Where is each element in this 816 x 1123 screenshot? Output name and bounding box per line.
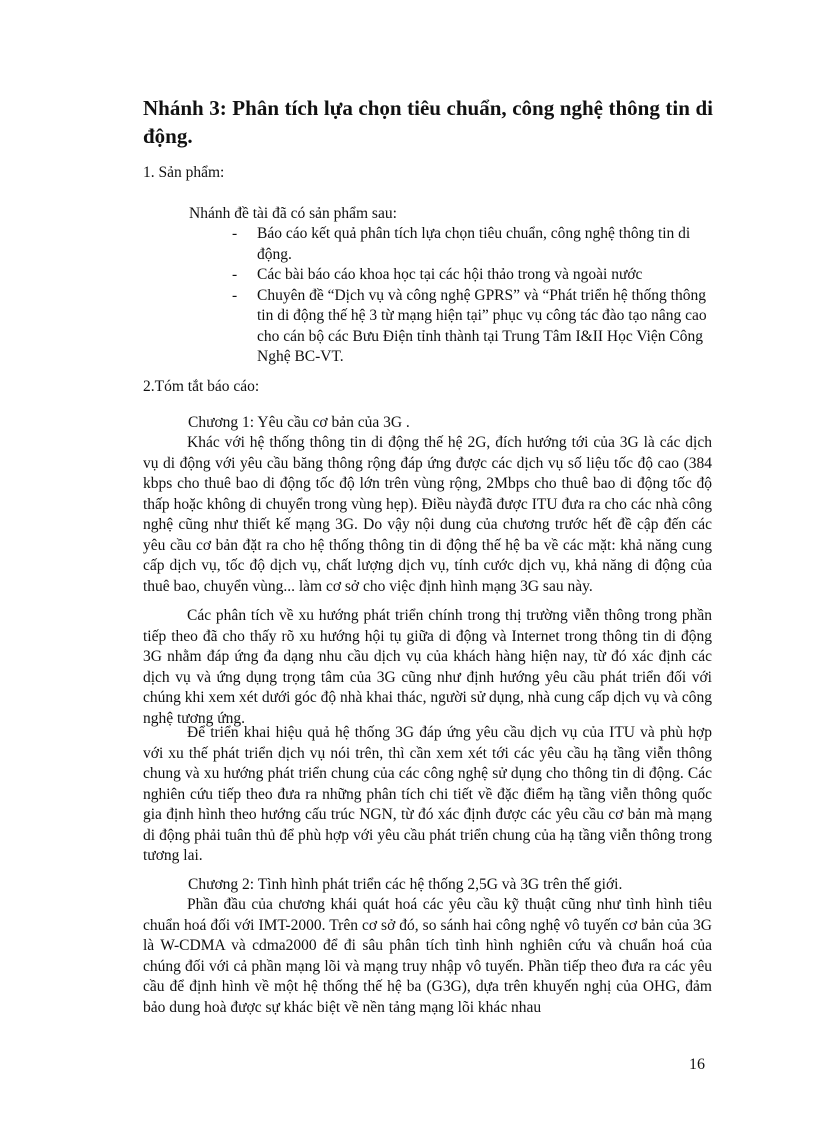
list-item-text: Báo cáo kết quả phân tích lựa chọn tiêu chuẩn, công nghệ thông tin di động. xyxy=(257,225,691,263)
chapter-2-paragraph: Phần đầu của chương khái quát hoá các yêu cầu kỹ thuật cũng như tình hình tiêu chuẩn hoá đối với IMT-2000. Trên cơ sở đó, so sánh hai công nghệ vô tuyến cơ bản của 3G là W-CDMA và cdma2000 để đi sâu phân tích tình hình nghiên cứu và chuẩn hoá của chúng đối với cả phần mạng lõi và mạng truy nhập vô tuyến. Phần tiếp theo đưa ra các yêu cầu để định hình về một hệ thống thế hệ ba (G3G), dựa trên khuyến nghị của OHG, đảm bảo dung hoà được sự khác biệt về nền tảng mạng lõi khác nhau xyxy=(143,896,712,1016)
page-number: 16 xyxy=(689,1056,705,1073)
section-1-intro: Nhánh đề tài đã có sản phẩm sau: xyxy=(189,205,397,222)
chapter-1-title: Chương 1: Yêu cầu cơ bản của 3G . xyxy=(188,414,410,431)
chapter-1-paragraph: Để triển khai hiệu quả hệ thống 3G đáp ứng yêu cầu dịch vụ của ITU và phù hợp với xu thế phát triển dịch vụ nói trên, thì cần xem xét tới các yêu cầu hạ tầng viễn thông chung và xu hướng phát triển chung của các công nghệ sử dụng cho thông tin di động. Các nghiên cứu tiếp theo đưa ra những phân tích chi tiết về đặc điểm hạ tầng viễn thông quốc gia định hình theo hướng cấu trúc NGN, từ đó xác định được các yêu cầu cơ bản mà mạng di động phải tuân thủ để phù hợp với yêu cầu phát triển chung của hạ tầng viễn thông trong tương lai. xyxy=(143,724,712,864)
list-item xyxy=(232,265,712,286)
list-item xyxy=(232,224,712,265)
page-title: Nhánh 3: Phân tích lựa chọn tiêu chuẩn, công nghệ thông tin di động. xyxy=(143,96,713,148)
dash-bullet: - xyxy=(232,225,238,242)
dash-bullet: - xyxy=(232,266,238,283)
list-item xyxy=(232,286,712,368)
product-list xyxy=(232,224,712,368)
dash-bullet: - xyxy=(232,286,238,304)
section-2-title: 2.Tóm tắt báo cáo: xyxy=(143,378,260,395)
list-item-text: Các bài báo cáo khoa học tại các hội thảo trong và ngoài nước xyxy=(257,266,643,283)
section-1-title: 1. Sản phẩm: xyxy=(143,164,225,181)
chapter-1-paragraph: Các phân tích về xu hướng phát triển chính trong thị trường viễn thông trong phần tiếp theo đã cho thấy rõ xu hướng hội tụ giữa di động và Internet trong thông tin di động 3G nhằm đáp ứng đa dạng nhu cầu dịch vụ của khách hàng hiện nay, từ đó xác định các dịch vụ và ứng dụng trọng tâm của 3G cũng như định hướng yêu cầu phát triển đối với chúng khi xem xét dưới góc độ nhà khai thác, người sử dụng, nhà cung cấp dịch vụ và công nghệ tương ứng. xyxy=(143,607,712,727)
chapter-2-title: Chương 2: Tình hình phát triển các hệ thống 2,5G và 3G trên thế giới. xyxy=(188,876,623,893)
chapter-1-paragraph: Khác với hệ thống thông tin di động thế hệ 2G, đích hướng tới của 3G là các dịch vụ di động với yêu cầu băng thông rộng đáp ứng được các dịch vụ số liệu tốc độ cao (384 kbps cho thuê bao di động tốc độ lớn trên vùng rộng, 2Mbps cho thuê bao di động tốc độ thấp hoặc không di chuyển trong vùng hẹp). Điều nàyđã được ITU đưa ra cho các nhà công nghệ cũng như thiết kế mạng 3G. Do vậy nội dung của chương trước hết đề cập đến các yêu cầu cơ bản đặt ra cho hệ thống thông tin di động thế hệ ba về các mặt: khả năng cung cấp dịch vụ, tốc độ dịch vụ, chất lượng dịch vụ, tính cước dịch vụ, khả năng di động của thuê bao, chuyển vùng... làm cơ sở cho việc định hình mạng 3G sau này. xyxy=(143,434,712,595)
list-item-text: Chuyên đề “Dịch vụ và công nghệ GPRS” và “Phát triển hệ thống thông tin di động thế hệ 3 từ mạng hiện tại” phục vụ công tác đào tạo nâng cao cho cán bộ các Bưu Điện tỉnh thành tại Trung Tâm I&II Học Viện Công Nghệ BC-VT. xyxy=(257,286,707,365)
